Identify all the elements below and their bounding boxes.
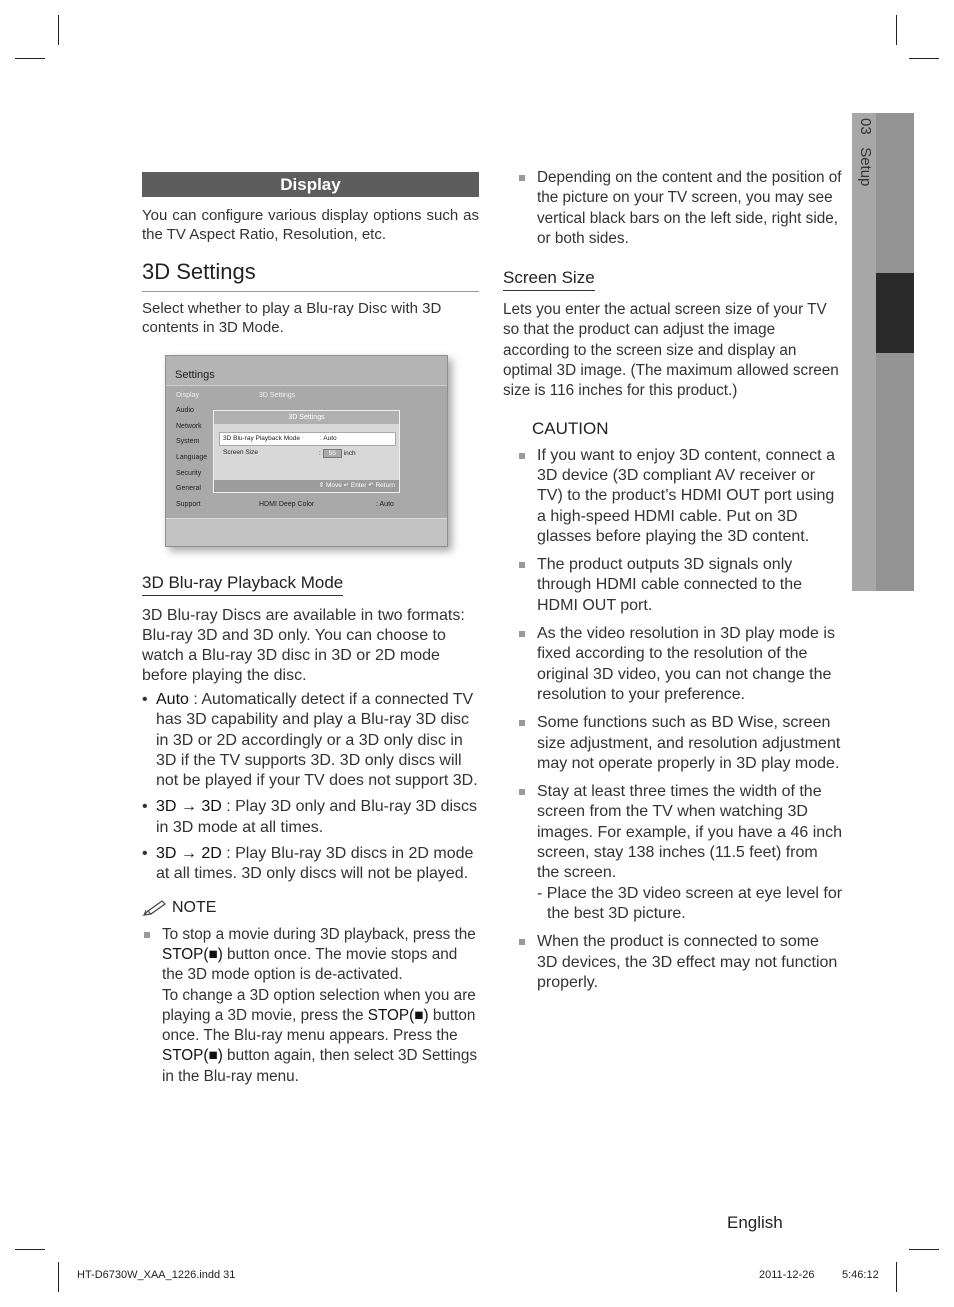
top-note-item: Depending on the content and the position of the picture on your TV screen, you may see vertical black bars on the left side, right side, or both sides. (503, 168, 843, 249)
caution-subnote: - Place the 3D video screen at eye level for the best 3D picture. (537, 884, 843, 922)
screen-size-heading: Screen Size (503, 268, 595, 291)
note-title: NOTE (172, 898, 217, 916)
crop-mark (896, 15, 897, 45)
playback-mode-value: : Auto (320, 435, 337, 442)
top-note-list (503, 168, 843, 249)
page-heading: 3D Settings (142, 259, 479, 292)
chapter-label (852, 118, 876, 218)
popup-row-playback-mode (219, 432, 396, 446)
caution-item: Stay at least three times the width of the screen from the TV when watching 3D images. For example, if you have a 46 inch screen, stay 138 inches (11.5 feet) from the screen. - Place the 3D video screen at eye level for the best 3D picture. (503, 782, 843, 924)
crop-mark (15, 1249, 45, 1250)
menu-item-network: Network (176, 423, 202, 430)
screen-size-label: Screen Size (223, 449, 259, 456)
section-title: Display (142, 172, 479, 197)
caution-list (503, 446, 843, 993)
menu-item-audio: Audio (176, 407, 194, 414)
option-auto: • Auto : Automatically detect if a connected TV has 3D capability and play a Blu-ray 3D disc in 3D or 2D accordingly or a 3D only disc in 3D if the TV supports 3D. 3D only discs will not be played if your TV does not support 3D. (142, 691, 478, 790)
caution-item: The product outputs 3D signals only through HDMI cable connected to the HDMI OUT port. (503, 555, 843, 616)
deep-color-label: HDMI Deep Color (259, 501, 315, 508)
menu-item-security: Security (176, 470, 202, 477)
popup-hint-bar: ⇕ Move ↵ Enter ↶ Return (214, 480, 399, 492)
chapter-title: Setup (857, 147, 874, 187)
menu-item-display: Display (176, 392, 199, 399)
screen-size-colon: : (319, 450, 321, 457)
caution-item: As the video resolution in 3D play mode is fixed according to the resolution of the original 3D video, you can not change the resolution to your preference. (503, 624, 843, 705)
screenshot-breadcrumb: 3D Settings (259, 392, 296, 399)
note-list (142, 925, 479, 1087)
option-3d-3d: • 3D → 3D : Play 3D only and Blu-ray 3D discs in 3D mode at all times. (142, 798, 478, 836)
caution-item: Some functions such as BD Wise, screen size adjustment, and resolution adjustment may not operate properly in 3D play mode. (503, 713, 843, 774)
crop-mark (58, 15, 59, 45)
heading-description: Select whether to play a Blu-ray Disc with 3D contents in 3D Mode. (142, 300, 442, 336)
crop-mark (896, 1262, 897, 1292)
playback-options (142, 690, 479, 885)
screen-size-description: Lets you enter the actual screen size of your TV so that the product can adjust the image according to the screen size and display an optimal 3D image. (The maximum allowed screen size is 116 inches for this product.) (503, 301, 839, 400)
section-intro: You can configure various display options such as the TV Aspect Ratio, Resolution, etc. (142, 207, 479, 243)
screen-size-value: 55 (323, 449, 342, 458)
popup-title: 3D Settings (214, 411, 399, 424)
chapter-tab-marker (876, 273, 914, 353)
settings-popup (213, 410, 400, 493)
screenshot-title: Settings (175, 369, 215, 381)
crop-mark (909, 58, 939, 59)
screenshot-titlebar (166, 356, 447, 386)
right-column (503, 168, 843, 993)
note-heading (142, 899, 479, 917)
caution-item: When the product is connected to some 3D devices, the 3D effect may not function properly. (503, 932, 843, 993)
crop-mark (58, 1262, 59, 1292)
footer-filename: HT-D6730W_XAA_1226.indd 31 (77, 1269, 236, 1281)
footer-time: 5:46:12 (842, 1269, 879, 1281)
caution-item: If you want to enjoy 3D content, connect a 3D device (3D compliant AV receiver or TV) to the product’s HDMI OUT port using a high-speed HDMI cable. Put on 3D glasses before playing the 3D content. (503, 446, 843, 547)
menu-item-language: Language (176, 454, 208, 461)
playback-mode-description: 3D Blu-ray Discs are available in two formats: Blu-ray 3D and 3D only. You can choose to watch a Blu-ray 3D disc in 3D or 2D mode before playing the disc. (142, 607, 465, 684)
menu-item-general: General (176, 485, 201, 492)
playback-mode-label: 3D Blu-ray Playback Mode (223, 435, 300, 442)
pencil-icon (142, 899, 168, 917)
screen-size-unit: inch (343, 450, 356, 457)
chapter-number: 03 (857, 118, 874, 135)
crop-mark (909, 1249, 939, 1250)
menu-item-system: System (176, 438, 200, 445)
crop-mark (15, 58, 45, 59)
deep-color-value: : Auto (376, 501, 394, 508)
settings-screenshot (165, 355, 448, 547)
left-column (142, 172, 479, 337)
popup-row-screen-size (223, 449, 356, 457)
screenshot-bottom (166, 518, 447, 546)
playback-mode-heading: 3D Blu-ray Playback Mode (142, 573, 343, 596)
option-3d-2d: • 3D → 2D : Play Blu-ray 3D discs in 2D mode at all times. 3D only discs will not be played. (142, 845, 474, 883)
footer-date: 2011-12-26 (759, 1269, 815, 1281)
note-item: To stop a movie during 3D playback, press the STOP(■) button once. The movie stops and the 3D mode option is de-activated. To change a 3D option selection when you are playing a 3D movie, press the STOP(■) button once. The Blu-ray menu appears. Press the STOP(■) button again, then select 3D Settings in the Blu-ray menu. (142, 925, 479, 1087)
caution-heading: CAUTION (532, 418, 609, 438)
playback-mode-section (142, 573, 479, 1087)
menu-item-support: Support (176, 501, 201, 508)
footer-language: English (727, 1213, 783, 1232)
